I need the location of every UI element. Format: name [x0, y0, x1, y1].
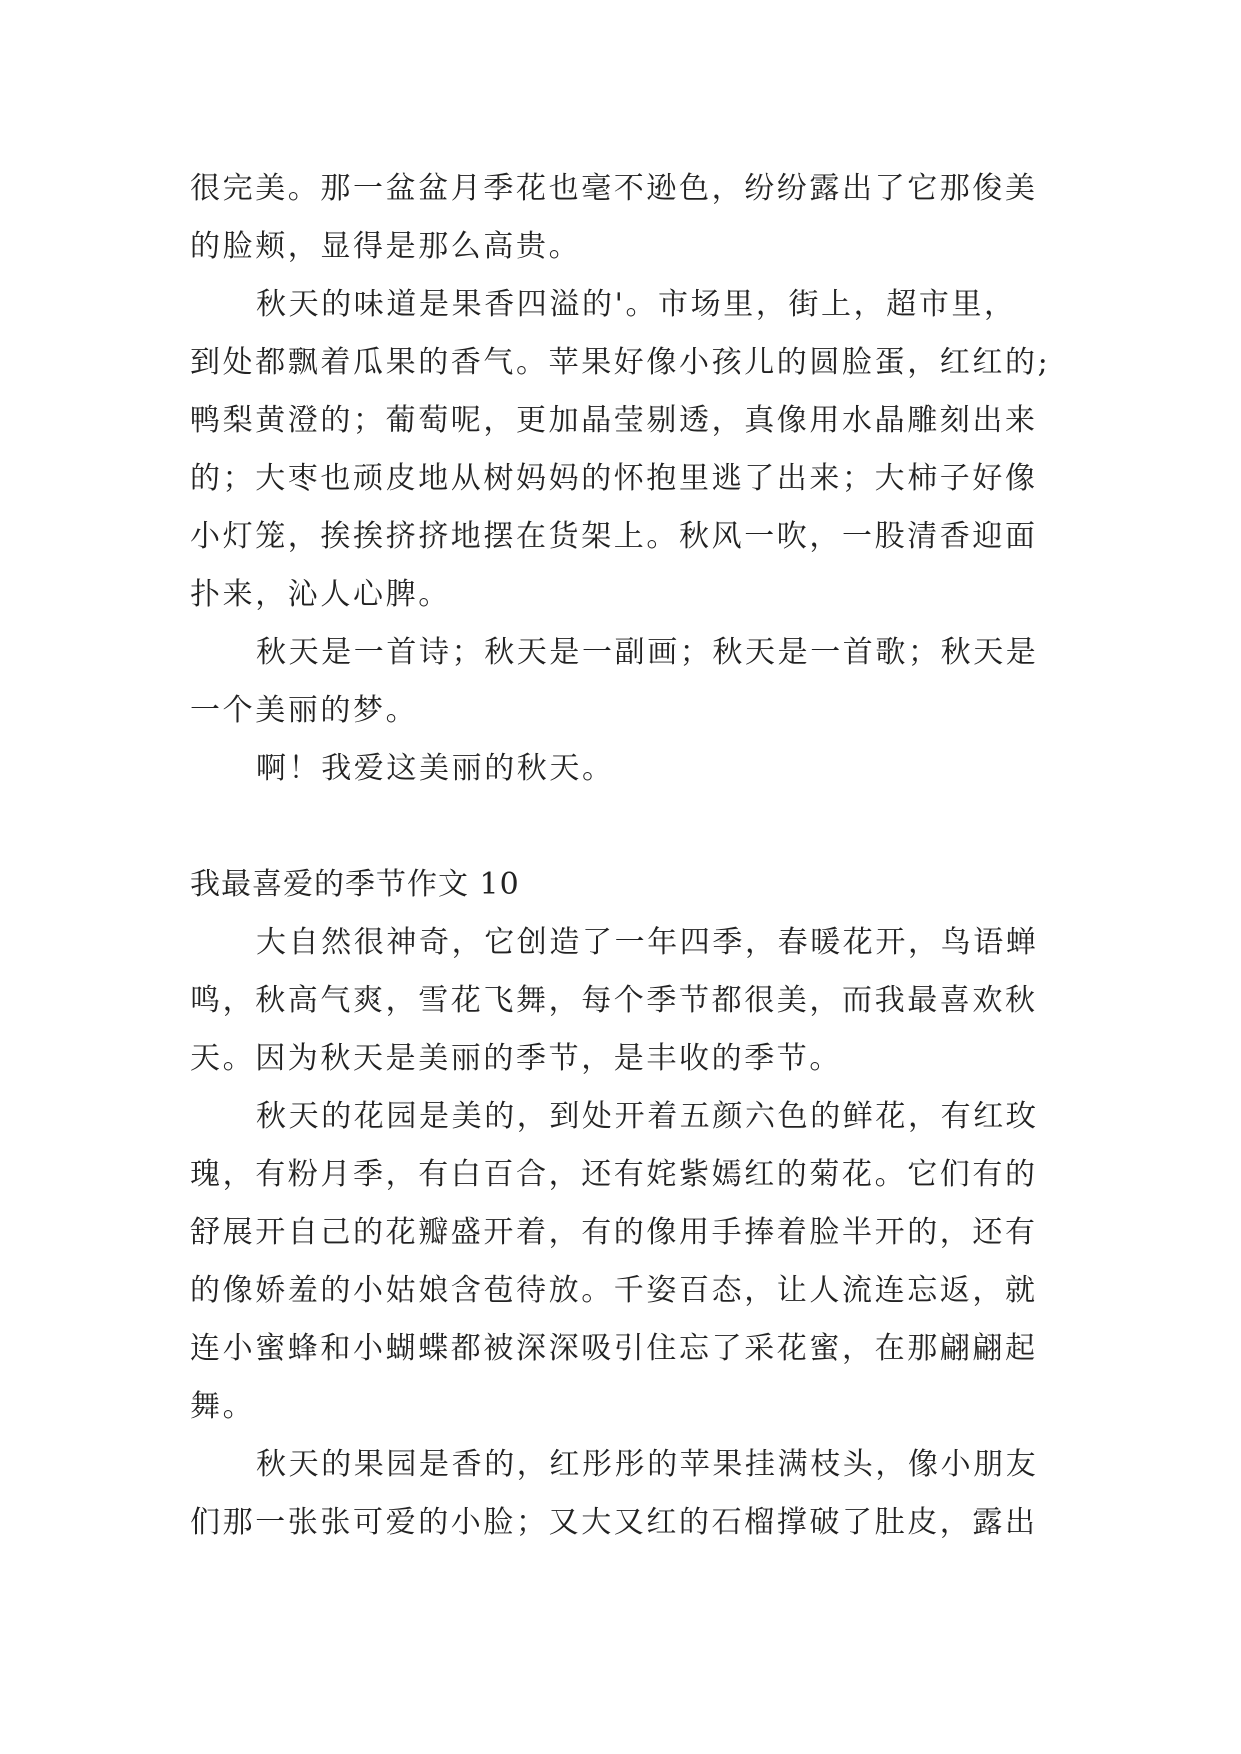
text-line: 的脸颊，显得是那么高贵。	[190, 229, 582, 264]
text-line: 一个美丽的梦。	[190, 693, 419, 728]
text-line: 小灯笼，挨挨挤挤地摆在货架上。秋风一吹，一股清香迎面	[190, 519, 1038, 554]
text-line: 舞。	[190, 1389, 256, 1424]
text-line: 大自然很神奇，它创造了一年四季，春暖花开，鸟语蝉	[256, 925, 1039, 960]
paragraph-orchard	[190, 1436, 1052, 1552]
paragraph-love	[190, 740, 1052, 798]
text-line: 扑来，沁人心脾。	[190, 577, 451, 612]
text-line: 啊！我爱这美丽的秋天。	[256, 751, 615, 786]
text-line: 的；大枣也顽皮地从树妈妈的怀抱里逃了出来；大柿子好像	[190, 461, 1038, 496]
text-line: 鸭梨黄澄的；葡萄呢，更加晶莹剔透，真像用水晶雕刻出来	[190, 403, 1038, 438]
text-line: 秋天的花园是美的，到处开着五颜六色的鲜花，有红玫	[256, 1099, 1039, 1134]
blank-line	[190, 798, 1052, 856]
text-line: 秋天是一首诗；秋天是一副画；秋天是一首歌；秋天是	[256, 635, 1039, 670]
paragraph-nature	[190, 914, 1052, 1088]
paragraph-garden	[190, 1088, 1052, 1436]
text-line: 天。因为秋天是美丽的季节，是丰收的季节。	[190, 1041, 842, 1076]
paragraph-poem	[190, 624, 1052, 740]
text-line: 秋天的果园是香的，红彤彤的苹果挂满枝头，像小朋友	[256, 1447, 1039, 1482]
text-line: 的像娇羞的小姑娘含苞待放。千姿百态，让人流连忘返，就	[190, 1273, 1038, 1308]
paragraph-fruit-smell	[190, 276, 1052, 624]
paragraph-continuation	[190, 160, 1052, 276]
text-line: 到处都飘着瓜果的香气。苹果好像小孩儿的圆脸蛋，红红的;	[190, 345, 1051, 380]
document-body	[190, 160, 1052, 1552]
text-line: 秋天的味道是果香四溢的'。市场里，街上，超市里，	[256, 287, 1017, 322]
essay-heading: 我最喜爱的季节作文 10	[190, 867, 520, 902]
text-line: 连小蜜蜂和小蝴蝶都被深深吸引住忘了采花蜜，在那翩翩起	[190, 1331, 1038, 1366]
text-line: 瑰，有粉月季，有白百合，还有姹紫嫣红的菊花。它们有的	[190, 1157, 1038, 1192]
text-line: 很完美。那一盆盆月季花也毫不逊色，纷纷露出了它那俊美	[190, 171, 1038, 206]
text-line: 鸣，秋高气爽，雪花飞舞，每个季节都很美，而我最喜欢秋	[190, 983, 1038, 1018]
text-line: 们那一张张可爱的小脸；又大又红的石榴撑破了肚皮，露出	[190, 1505, 1038, 1540]
text-line: 舒展开自己的花瓣盛开着，有的像用手捧着脸半开的，还有	[190, 1215, 1038, 1250]
